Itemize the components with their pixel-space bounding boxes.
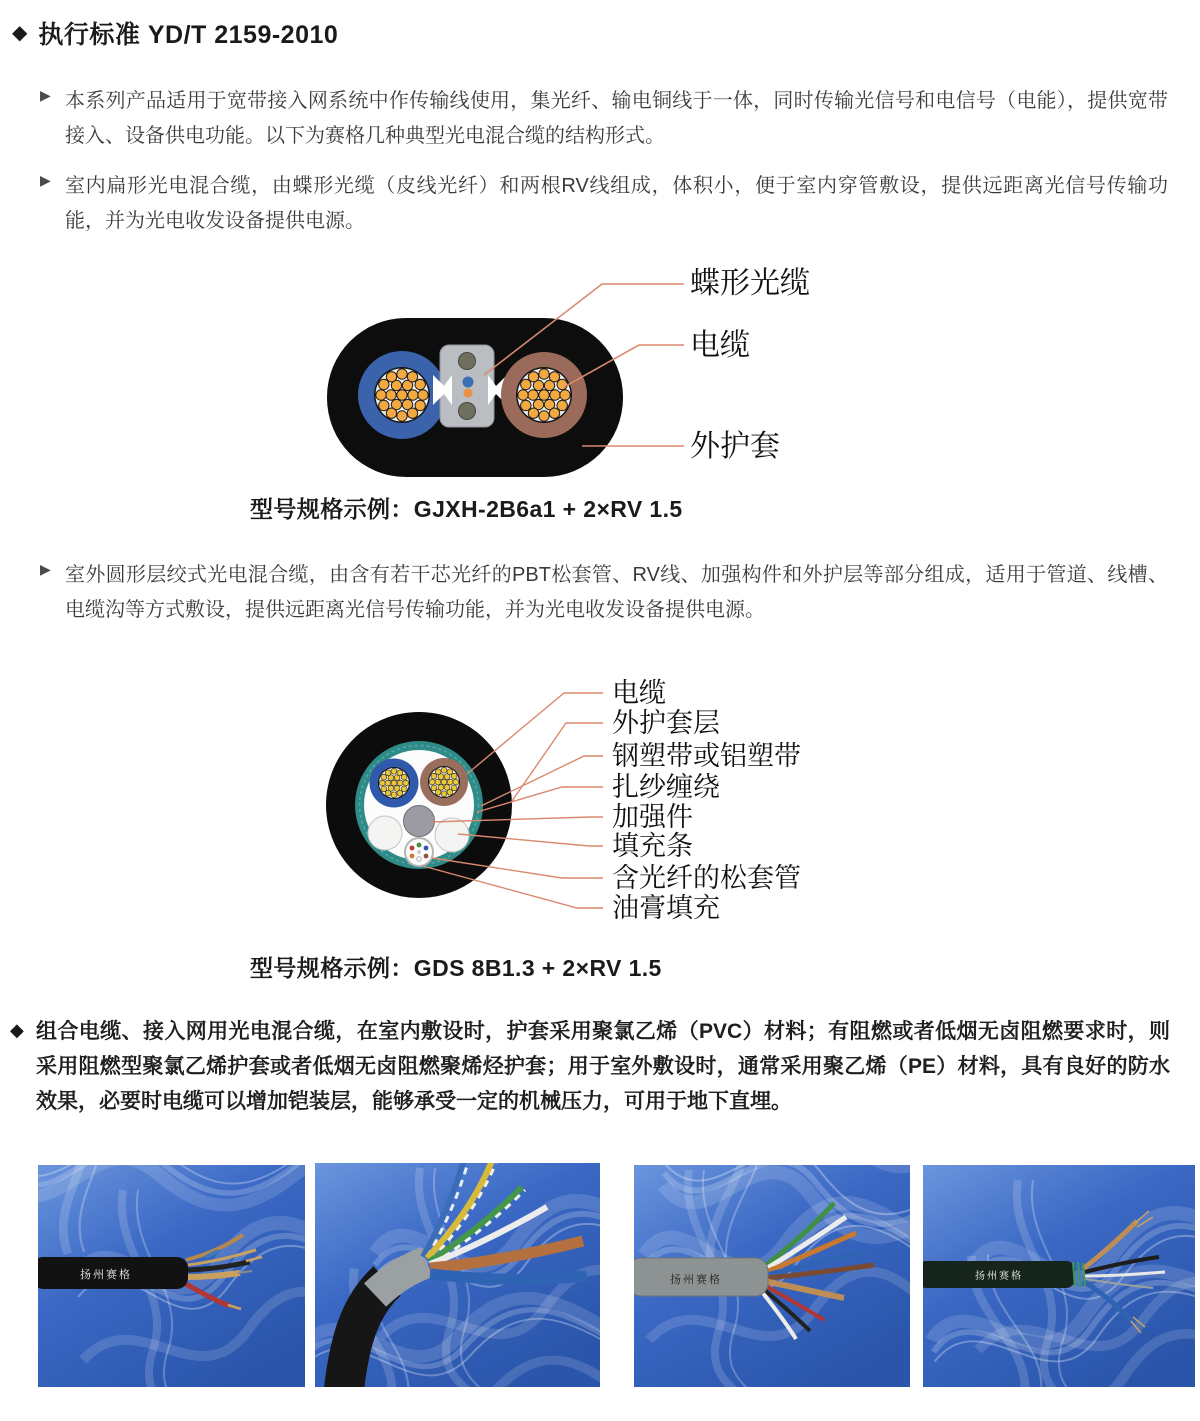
arrow-bullet-icon: ▶ <box>40 561 51 577</box>
paragraph-text: 室内扁形光电混合缆，由蝶形光缆（皮线光纤）和两根RV线组成，体积小，便于室内穿管敷设，提供远距离光信号传输功能，并为光电收发设备提供电源。 <box>65 175 1168 232</box>
paragraph-outdoor-round-cable <box>40 558 1168 628</box>
round-cable-spec-example: 型号规格示例：GDS 8B1.3 + 2×RV 1.5 <box>250 955 662 981</box>
brand-label: 扬州赛格 <box>670 1274 722 1286</box>
flat-cable-spec-example: 型号规格示例：GJXH-2B6a1 + 2×RV 1.5 <box>250 496 683 522</box>
label-filler-rod: 填充条 <box>612 831 693 862</box>
paragraph-materials <box>10 1014 1170 1119</box>
round-diagram-labels <box>612 678 801 924</box>
label-butterfly-cable: 蝶形光缆 <box>690 266 810 301</box>
label-grease-filling: 油膏填充 <box>612 893 720 924</box>
flat-cable-cross-section <box>327 318 623 477</box>
round-cable-diagram <box>0 650 1200 940</box>
label-loose-tube-with-fiber: 含光纤的松套管 <box>612 863 801 894</box>
label-outer-sheath-layer: 外护套层 <box>612 708 720 739</box>
product-photo-coax-hybrid-cable <box>38 1165 305 1387</box>
section-header <box>12 15 338 51</box>
product-photo-twisted-pair-cable <box>315 1163 600 1387</box>
diamond-bullet-icon: ◆ <box>10 1020 24 1040</box>
paragraph-indoor-flat-cable <box>40 169 1168 239</box>
label-binding-yarn: 扎纱缠绕 <box>612 772 720 803</box>
label-steel-plastic-tape: 钢塑带或铝塑带 <box>612 741 801 772</box>
paragraph-series-intro <box>40 84 1168 154</box>
flat-cable-diagram <box>0 250 1200 485</box>
paragraph-text: 组合电缆、接入网用光电混合缆，在室内敷设时，护套采用聚氯乙烯（PVC）材料；有阻燃或者低烟无卤阻燃要求时，则采用阻燃型聚氯乙烯护套或者低烟无卤阻燃聚烯烃护套；用于室外敷设时，通常采用聚乙烯（PE）材料，具有良好的防水效果，必要时电缆可以增加铠装层，能够承受一定的机械压力，可用于地下直埋。 <box>36 1020 1170 1113</box>
label-electric-cable: 电缆 <box>690 328 750 363</box>
flat-diagram-labels <box>690 266 810 464</box>
label-strength-member: 加强件 <box>612 802 693 833</box>
paragraph-text: 室外圆形层绞式光电混合缆，由含有若干芯光纤的PBT松套管、RV线、加强构件和外护层等部分组成，适用于管道、线槽、电缆沟等方式敷设，提供远距离光信号传输功能，并为光电收发设备提供电源。 <box>65 564 1168 621</box>
brand-label: 扬州赛格 <box>80 1269 132 1281</box>
arrow-bullet-icon: ▶ <box>40 172 51 188</box>
product-photo-multicore-gray-cable <box>634 1165 910 1387</box>
page-title: 执行标准 YD/T 2159-2010 <box>38 21 339 49</box>
brand-label: 扬州赛格 <box>975 1271 1023 1282</box>
product-photo-armored-green-cable <box>923 1165 1195 1387</box>
arrow-bullet-icon: ▶ <box>40 87 51 103</box>
label-outer-sheath: 外护套 <box>690 429 780 464</box>
diamond-bullet-icon: ◆ <box>12 22 28 44</box>
label-electric-cable: 电缆 <box>612 678 666 709</box>
paragraph-text: 本系列产品适用于宽带接入网系统中作传输线使用，集光纤、输电铜线于一体，同时传输光信号和电信号（电能），提供宽带接入、设备供电功能。以下为赛格几种典型光电混合缆的结构形式。 <box>65 90 1168 147</box>
